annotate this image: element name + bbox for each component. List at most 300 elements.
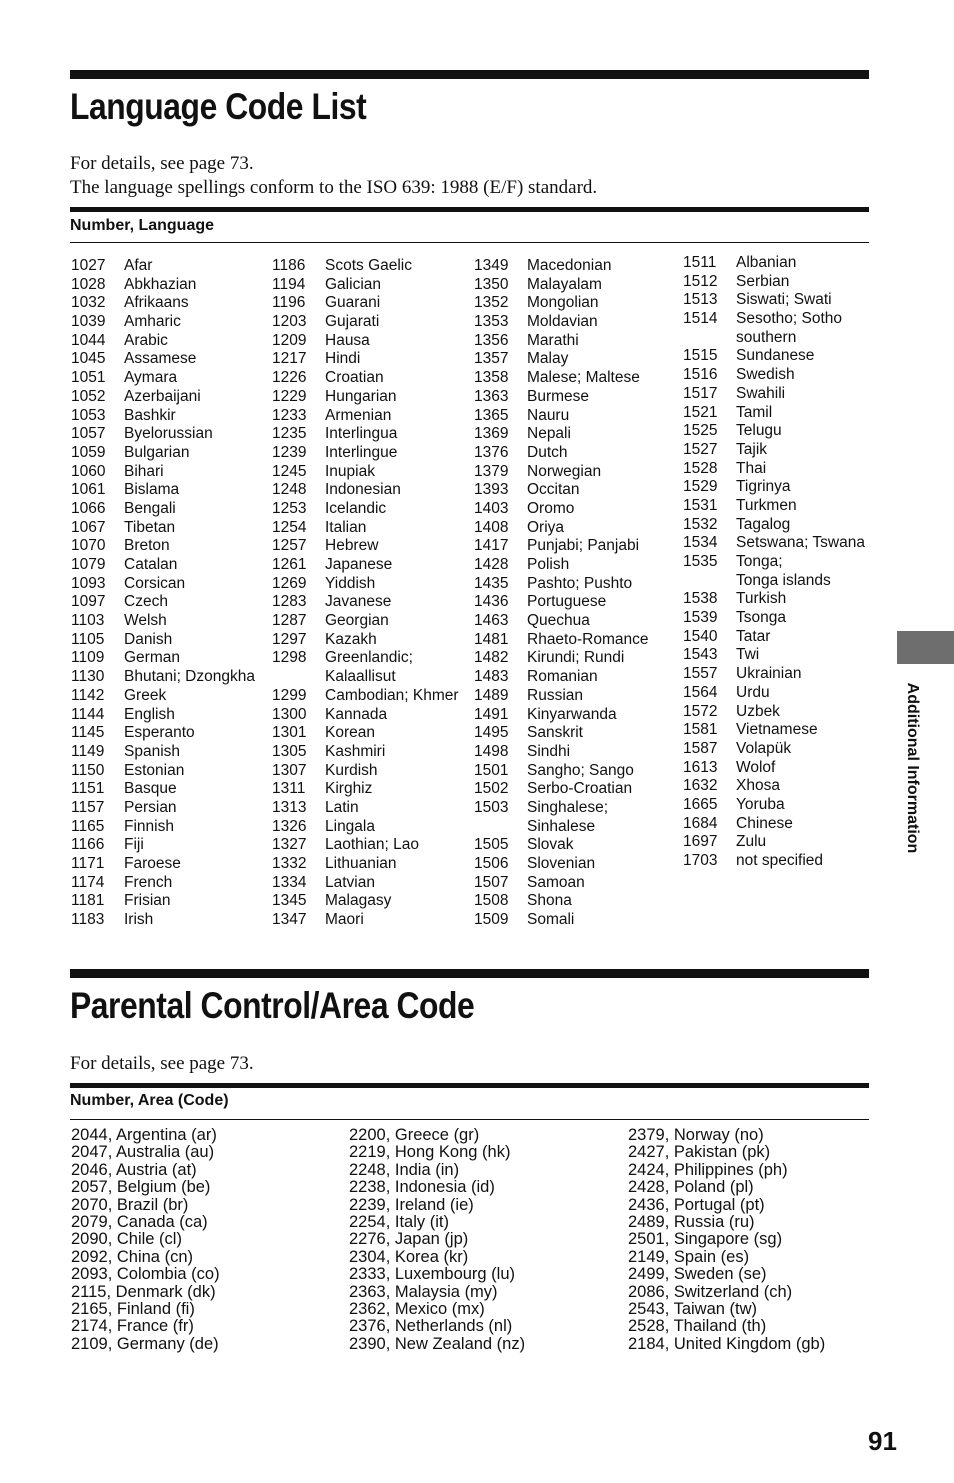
- language-row: [272, 818, 472, 837]
- language-number: 1516: [683, 366, 718, 384]
- language-name: Kurdish: [325, 761, 378, 779]
- language-name: Javanese: [325, 593, 392, 611]
- language-name: Pashto; Pushto: [527, 574, 633, 592]
- language-name: Fiji: [124, 836, 144, 854]
- language-name: Oriya: [527, 518, 565, 536]
- language-number: 1239: [272, 443, 307, 461]
- language-row: [272, 780, 472, 799]
- language-number: 1613: [683, 758, 718, 776]
- language-row: [474, 313, 679, 332]
- language-name: Hungarian: [325, 387, 397, 405]
- language-number: 1564: [683, 683, 718, 701]
- language-name: Sundanese: [736, 347, 815, 365]
- language-name: Slovak: [527, 836, 574, 854]
- language-number: 1142: [71, 686, 105, 704]
- language-row: [683, 273, 883, 292]
- language-number: 1283: [272, 593, 307, 611]
- language-row: [272, 612, 472, 631]
- language-row: [474, 762, 679, 781]
- language-number: 1334: [272, 873, 307, 891]
- language-number: 1357: [474, 350, 509, 368]
- language-number: 1507: [474, 873, 509, 891]
- language-name: Kazakh: [325, 630, 377, 648]
- language-number: 1538: [683, 590, 718, 608]
- language-number: 1534: [683, 534, 718, 552]
- language-name: Corsican: [124, 574, 186, 592]
- language-row: [474, 911, 679, 930]
- language-row: [272, 481, 472, 500]
- language-number: 1097: [71, 593, 106, 611]
- language-name: Estonian: [124, 761, 185, 779]
- language-row: [474, 668, 679, 687]
- language-number: 1332: [272, 855, 307, 872]
- language-number: 1313: [272, 798, 307, 816]
- language-row: [474, 799, 679, 818]
- language-name: Xhosa: [736, 777, 780, 795]
- language-number: 1632: [683, 777, 718, 795]
- language-number: 1557: [683, 665, 718, 683]
- language-number: 1356: [474, 331, 509, 349]
- area-code-entry: 2543, Taiwan (tw): [628, 1299, 758, 1318]
- language-row: [71, 724, 271, 743]
- language-name: Maori: [325, 911, 364, 929]
- language-number: 1509: [474, 911, 509, 929]
- language-row: [683, 497, 883, 516]
- language-row: [474, 575, 679, 594]
- language-name: Twi: [736, 646, 760, 664]
- language-row: [71, 818, 271, 837]
- language-row: [272, 649, 472, 668]
- language-name: Interlingue: [325, 443, 398, 461]
- language-name: Korean: [325, 724, 375, 742]
- language-row: [272, 313, 472, 332]
- language-row: [272, 444, 472, 463]
- language-number: 1305: [272, 742, 307, 760]
- language-name: Byelorussian: [124, 425, 213, 443]
- language-number: 1495: [474, 724, 509, 742]
- language-name: Albanian: [736, 254, 797, 271]
- language-number: 1684: [683, 814, 718, 832]
- language-row: [71, 425, 271, 444]
- language-number: 1535: [683, 553, 718, 570]
- language-row: [272, 332, 472, 351]
- language-number: 1196: [272, 294, 306, 312]
- language-number: 1369: [474, 425, 509, 443]
- language-name: Hebrew: [325, 537, 379, 555]
- language-row: [474, 294, 679, 313]
- language-row: [272, 874, 472, 893]
- language-name: Mongolian: [527, 294, 599, 312]
- language-row: [71, 537, 271, 556]
- language-name: Croatian: [325, 369, 384, 387]
- area-code-entry: 2047, Australia (au): [71, 1143, 215, 1162]
- language-row: [683, 347, 883, 366]
- language-row: [272, 350, 472, 369]
- language-name: Gujarati: [325, 313, 380, 331]
- language-row: [683, 366, 883, 385]
- language-number: 1144: [71, 705, 105, 723]
- page-number: 91: [868, 1426, 897, 1456]
- language-name-continuation: southern: [736, 328, 797, 346]
- language-number: 1543: [683, 646, 718, 664]
- language-row: [474, 444, 679, 463]
- language-number: 1059: [71, 443, 106, 461]
- language-number: 1032: [71, 294, 106, 312]
- language-row: [683, 460, 883, 479]
- language-row: [474, 463, 679, 482]
- language-row: [683, 590, 883, 609]
- language-row: [71, 593, 271, 612]
- language-intro-line-2: The language spellings conform to the ISO 639: 1988 (E/F) standard.: [70, 177, 598, 198]
- language-name: Moldavian: [527, 313, 598, 331]
- language-row: [474, 855, 679, 874]
- language-column-3: [474, 257, 679, 930]
- language-name: Russian: [527, 686, 583, 704]
- language-number: 1209: [272, 331, 307, 349]
- language-row: [71, 350, 271, 369]
- language-number: 1235: [272, 425, 307, 443]
- language-name: Slovenian: [527, 855, 596, 872]
- language-row: [474, 724, 679, 743]
- language-number: 1417: [474, 537, 509, 555]
- language-row: [272, 724, 472, 743]
- language-number: 1697: [683, 833, 718, 851]
- language-row: [474, 519, 679, 538]
- language-row: [272, 706, 472, 725]
- area-code-entry: 2248, India (in): [349, 1160, 460, 1179]
- language-row: [272, 575, 472, 594]
- language-number: 1506: [474, 855, 509, 872]
- language-number: 1145: [71, 724, 105, 742]
- language-header-rule: [70, 207, 869, 212]
- language-row: [71, 687, 271, 706]
- language-row: [474, 649, 679, 668]
- language-name: Assamese: [124, 350, 197, 368]
- language-name: Lithuanian: [325, 855, 397, 872]
- language-number: 1093: [71, 574, 106, 592]
- area-code-entry: 2379, Norway (no): [628, 1126, 764, 1144]
- language-name: Amharic: [124, 313, 181, 331]
- area-code-entry: 2424, Philippines (ph): [628, 1160, 788, 1179]
- area-code-entry: 2086, Switzerland (ch): [628, 1282, 793, 1301]
- language-name: Tamil: [736, 403, 773, 421]
- language-number: 1491: [474, 705, 509, 723]
- area-code-entry: 2200, Greece (gr): [349, 1126, 480, 1144]
- language-row: [474, 332, 679, 351]
- language-number: 1039: [71, 313, 106, 331]
- language-number: 1703: [683, 852, 718, 869]
- language-name: Bhutani; Dzongkha: [124, 668, 255, 686]
- language-row: [71, 649, 271, 668]
- language-row: [474, 257, 679, 276]
- language-name: Bengali: [124, 499, 176, 517]
- language-number: 1665: [683, 795, 718, 813]
- language-name: Breton: [124, 537, 170, 555]
- language-number: 1066: [71, 499, 106, 517]
- language-row: [683, 609, 883, 628]
- language-name: Kashmiri: [325, 742, 386, 760]
- language-number: 1067: [71, 518, 106, 536]
- language-row: [71, 706, 271, 725]
- language-row: [683, 815, 883, 834]
- language-row: [683, 833, 883, 852]
- language-number: 1513: [683, 291, 718, 309]
- language-row: [474, 500, 679, 519]
- language-row: [272, 369, 472, 388]
- language-number: 1061: [71, 481, 106, 499]
- language-number: 1257: [272, 537, 307, 555]
- language-number: 1528: [683, 459, 718, 477]
- language-name: Afar: [124, 257, 153, 274]
- language-name: Bashkir: [124, 406, 176, 424]
- language-name: Shona: [527, 892, 572, 910]
- language-number: 1057: [71, 425, 106, 443]
- language-row: [474, 276, 679, 295]
- language-number: 1581: [683, 721, 718, 739]
- language-row: [683, 478, 883, 497]
- language-row: [272, 407, 472, 426]
- language-name: Georgian: [325, 612, 389, 630]
- section-rule-top: [70, 70, 869, 79]
- language-row: [71, 892, 271, 911]
- language-number: 1435: [474, 574, 509, 592]
- language-row: [71, 762, 271, 781]
- language-number: 1109: [71, 649, 105, 667]
- language-name-continuation: Sinhalese: [527, 817, 596, 835]
- language-row: [272, 855, 472, 874]
- language-number: 1514: [683, 310, 718, 328]
- language-number: 1300: [272, 705, 307, 723]
- language-name: Portuguese: [527, 593, 607, 611]
- language-name: Aymara: [124, 369, 178, 387]
- area-code-entry: 2436, Portugal (pt): [628, 1195, 765, 1214]
- language-name: Azerbaijani: [124, 387, 201, 405]
- language-row: [272, 593, 472, 612]
- side-tab-marker: [897, 631, 954, 664]
- language-name: Vietnamese: [736, 721, 818, 739]
- language-name: Marathi: [527, 331, 579, 349]
- language-number: 1053: [71, 406, 106, 424]
- language-column-2: [272, 257, 472, 930]
- language-number: 1105: [71, 630, 105, 648]
- language-row: [71, 743, 271, 762]
- area-code-entry: 2333, Luxembourg (lu): [349, 1265, 516, 1284]
- language-name: Armenian: [325, 406, 392, 424]
- language-number: 1345: [272, 892, 307, 910]
- language-number: 1229: [272, 387, 307, 405]
- language-number: 1311: [272, 780, 306, 798]
- language-name: Esperanto: [124, 724, 195, 742]
- language-row: [474, 350, 679, 369]
- area-code-entry: 2174, France (fr): [71, 1317, 194, 1336]
- language-row: [71, 313, 271, 332]
- area-code-entry: 2304, Korea (kr): [349, 1247, 469, 1266]
- language-name: Malayalam: [527, 275, 602, 293]
- area-column-3: [628, 1127, 825, 1353]
- language-row: [683, 777, 883, 796]
- language-row: [683, 534, 883, 553]
- language-number: 1508: [474, 892, 509, 910]
- language-name: Greek: [124, 686, 167, 704]
- language-name: Faroese: [124, 855, 181, 872]
- area-code-entry: 2057, Belgium (be): [71, 1178, 211, 1197]
- language-name: Yoruba: [736, 795, 785, 813]
- language-name: Oromo: [527, 499, 575, 517]
- language-number: 1171: [71, 855, 105, 872]
- language-row: [272, 425, 472, 444]
- language-name: Volapük: [736, 739, 792, 757]
- language-name: Tagalog: [736, 515, 791, 533]
- language-name: Singhalese;: [527, 798, 609, 816]
- language-name: Bislama: [124, 481, 180, 499]
- language-row: [683, 422, 883, 441]
- language-number: 1027: [71, 257, 106, 274]
- language-number: 1531: [683, 496, 718, 514]
- language-name: Sangho; Sango: [527, 761, 634, 779]
- language-row: [683, 291, 883, 310]
- language-number: 1572: [683, 702, 718, 720]
- language-number: 1150: [71, 761, 105, 779]
- language-column-4: [683, 254, 883, 871]
- language-row: [272, 294, 472, 313]
- language-section-title: Language Code List: [70, 86, 367, 127]
- language-name: Finnish: [124, 817, 174, 835]
- language-number: 1301: [272, 724, 307, 742]
- language-name: Bulgarian: [124, 443, 190, 461]
- language-name: Tibetan: [124, 518, 176, 536]
- language-name: Persian: [124, 798, 177, 816]
- language-name: Icelandic: [325, 499, 387, 517]
- language-name: Macedonian: [527, 257, 612, 274]
- language-row: [71, 276, 271, 295]
- language-number: 1529: [683, 478, 718, 496]
- language-name: Ukrainian: [736, 665, 802, 683]
- language-number: 1181: [71, 892, 105, 910]
- language-row: [272, 556, 472, 575]
- language-number: 1393: [474, 481, 509, 499]
- language-number: 1233: [272, 406, 307, 424]
- language-row: [71, 500, 271, 519]
- language-name: Norwegian: [527, 462, 602, 480]
- language-name: Uzbek: [736, 702, 780, 720]
- language-name-continuation: Tonga islands: [736, 571, 831, 589]
- area-code-entry: 2165, Finland (fi): [71, 1299, 195, 1318]
- language-number: 1103: [71, 612, 105, 630]
- language-number: 1299: [272, 686, 307, 704]
- language-row: [71, 668, 271, 687]
- language-number: 1203: [272, 313, 307, 331]
- language-name: Latvian: [325, 873, 375, 891]
- area-code-entry: 2239, Ireland (ie): [349, 1195, 474, 1214]
- language-name: Laothian; Lao: [325, 836, 419, 854]
- language-row: [272, 500, 472, 519]
- language-name: Chinese: [736, 814, 793, 832]
- language-number: 1297: [272, 630, 307, 648]
- language-name: Swedish: [736, 366, 795, 384]
- language-number: 1327: [272, 836, 307, 854]
- language-row: [683, 796, 883, 815]
- language-number: 1253: [272, 499, 307, 517]
- language-number: 1365: [474, 406, 509, 424]
- language-row: [474, 388, 679, 407]
- language-name: Nepali: [527, 425, 571, 443]
- language-row: [683, 310, 883, 329]
- language-row: [272, 519, 472, 538]
- language-row: [272, 892, 472, 911]
- language-row: [71, 575, 271, 594]
- language-number: 1349: [474, 257, 509, 274]
- language-row: [272, 799, 472, 818]
- language-number: 1183: [71, 911, 105, 929]
- language-number: 1525: [683, 422, 718, 440]
- language-row: [71, 294, 271, 313]
- language-number: 1245: [272, 462, 307, 480]
- language-name: Sesotho; Sotho: [736, 310, 842, 328]
- area-column-2: [349, 1127, 525, 1353]
- language-number: 1151: [71, 780, 105, 798]
- language-name: Punjabi; Panjabi: [527, 537, 640, 555]
- language-name: Danish: [124, 630, 173, 648]
- language-row: [272, 388, 472, 407]
- language-number: 1505: [474, 836, 509, 854]
- language-number: 1512: [683, 272, 718, 290]
- language-number: 1353: [474, 313, 509, 331]
- language-row: [71, 463, 271, 482]
- language-name: Occitan: [527, 481, 580, 499]
- language-row: [71, 836, 271, 855]
- language-name: Arabic: [124, 331, 168, 349]
- area-column-header: Number, Area (Code): [70, 1092, 229, 1109]
- language-name: Wolof: [736, 758, 776, 776]
- language-name: Malese; Maltese: [527, 369, 640, 387]
- language-row: [272, 463, 472, 482]
- language-number: 1298: [272, 649, 307, 667]
- language-name: Welsh: [124, 612, 167, 630]
- language-name: Swahili: [736, 384, 786, 402]
- area-code-entry: 2149, Spain (es): [628, 1247, 750, 1266]
- area-code-entry: 2376, Netherlands (nl): [349, 1317, 513, 1336]
- language-name: Siswati; Swati: [736, 291, 832, 309]
- language-row: [474, 369, 679, 388]
- language-number: 1287: [272, 612, 307, 630]
- language-row: [683, 721, 883, 740]
- side-tab-label: Additional Information: [904, 682, 921, 854]
- language-name: Latin: [325, 798, 359, 816]
- language-header-underline: [70, 242, 869, 243]
- language-row: [683, 385, 883, 404]
- language-name: Thai: [736, 459, 767, 477]
- area-header-rule: [70, 1083, 869, 1088]
- language-name: Scots Gaelic: [325, 257, 413, 274]
- language-number: 1527: [683, 440, 718, 458]
- language-number: 1408: [474, 518, 509, 536]
- language-name: Burmese: [527, 387, 590, 405]
- language-number: 1436: [474, 593, 509, 611]
- area-column-1: [71, 1127, 220, 1353]
- language-row: [474, 706, 679, 725]
- language-row: [683, 516, 883, 535]
- language-row: [71, 855, 271, 874]
- language-name: Interlingua: [325, 425, 398, 443]
- area-code-entry: 2079, Canada (ca): [71, 1212, 208, 1231]
- language-row: [71, 612, 271, 631]
- language-name: Urdu: [736, 683, 770, 701]
- language-name: Frisian: [124, 892, 171, 910]
- language-number: 1521: [683, 403, 718, 421]
- language-row: [474, 407, 679, 426]
- language-name: Turkmen: [736, 496, 797, 514]
- area-code-entry: 2428, Poland (pl): [628, 1178, 754, 1197]
